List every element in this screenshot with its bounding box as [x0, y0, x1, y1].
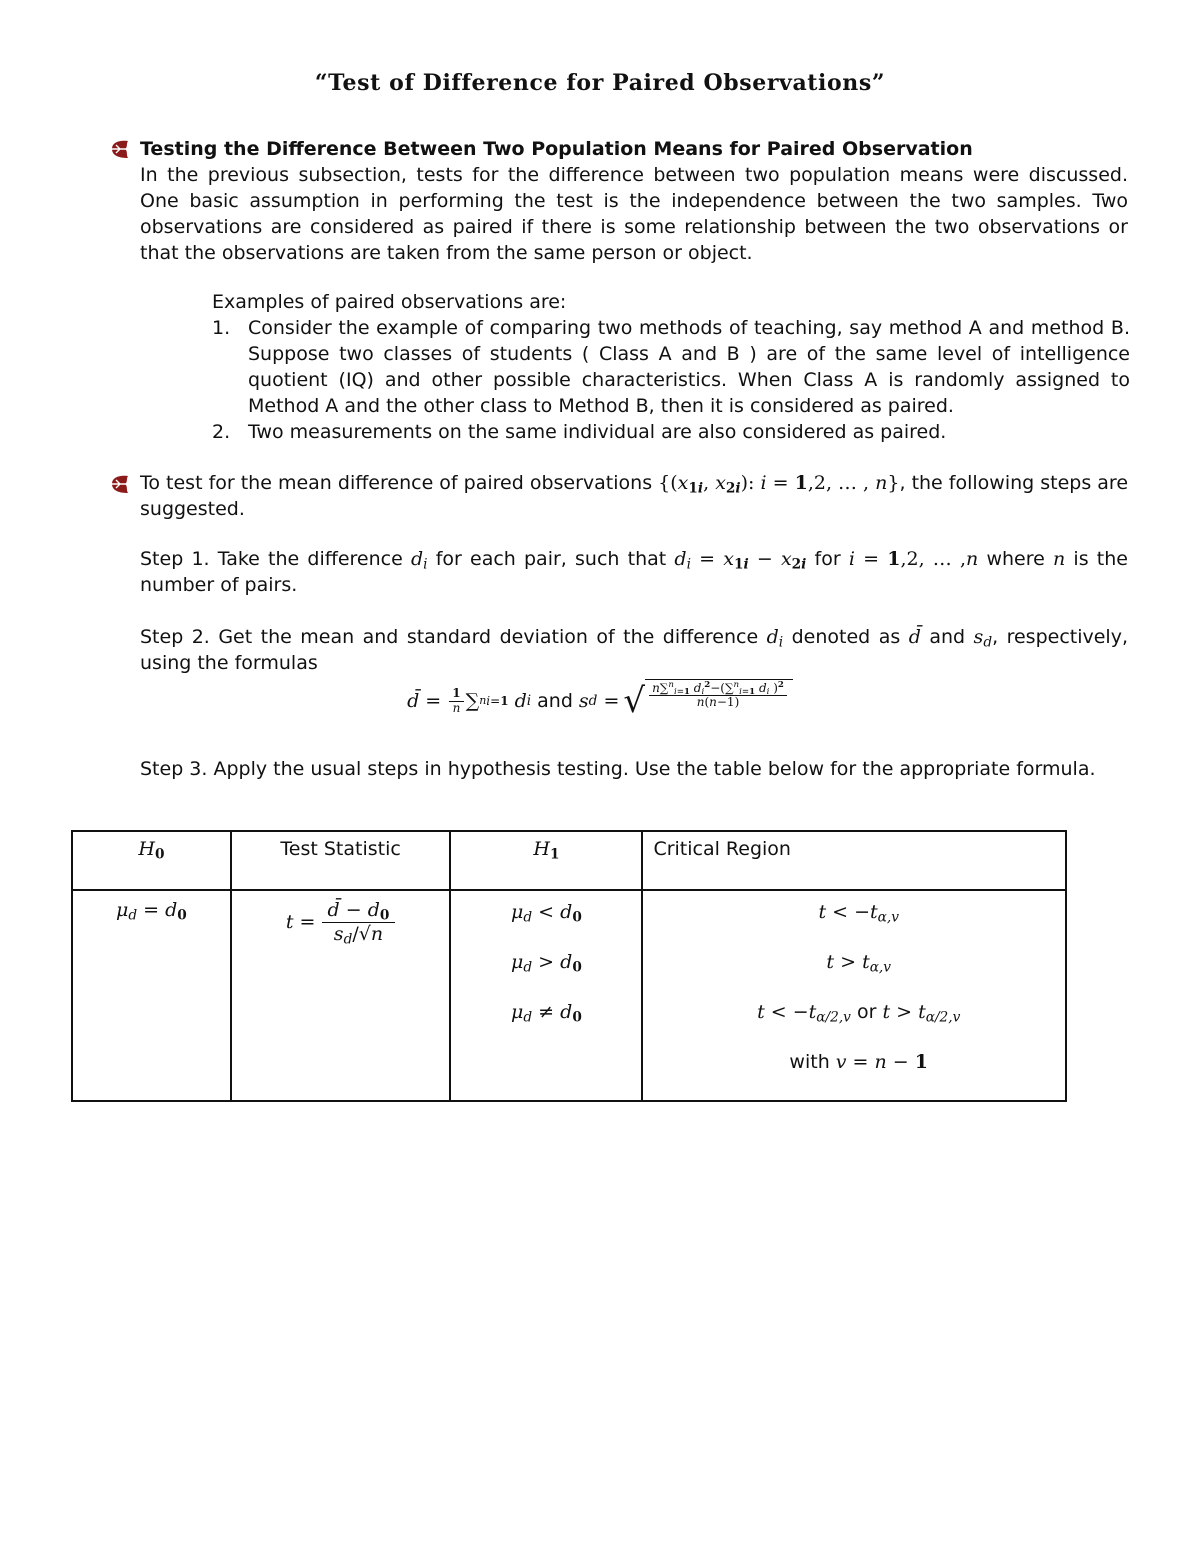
formula-and-label: and	[537, 690, 573, 712]
leaf-bullet-icon	[108, 473, 132, 495]
list-number: 1.	[212, 317, 231, 339]
header-critical-region: Critical Region	[642, 831, 1066, 890]
section-test-steps	[140, 470, 1128, 676]
header-null-hypothesis: $H_0$	[72, 831, 231, 890]
header-test-statistic: Test Statistic	[231, 831, 451, 890]
intro-paragraph: In the previous subsection, tests for the difference between two population means were discussed. One basic assumption in performing the test is the independence between the two samples. Two observations are considered as paired if there is some relationship between the two observations or that the observations are taken from the same person or object.	[140, 164, 1128, 264]
page-title: “Test of Difference for Paired Observations”	[314, 70, 886, 96]
examples-block	[212, 289, 1130, 445]
step-2: Step 2. Get the mean and standard deviation of the difference $d_i$ denoted as d̄ and $s_d$, respectively, using the formulas	[140, 626, 1128, 674]
step-3-block	[140, 756, 1128, 782]
cell-alternative-hypotheses: $\mu_d < d_0$ $\mu_d > d_0$ $\mu_d \ne d_0$	[450, 890, 642, 1101]
cell-null-hypothesis: $\mu_d = d_0$	[72, 890, 231, 1101]
examples-intro: Examples of paired observations are:	[212, 291, 567, 313]
step-3: Step 3. Apply the usual steps in hypothesis testing. Use the table below for the appropriate formula.	[140, 758, 1096, 780]
list-item	[212, 419, 1130, 445]
list-item-text: Two measurements on the same individual are also considered as paired.	[248, 421, 947, 443]
examples-list	[212, 315, 1130, 445]
cell-test-statistic: t = $\frac{d̄ - d_0}{s_d/√n}$	[231, 890, 451, 1101]
cell-critical-regions: $t < -t_{\alpha,v}$ $t > t_{\alpha,v}$ $t < -t_{\alpha/2,v}$ or $t > t_{\alpha/2,v}$ with v = n − 1	[642, 890, 1066, 1101]
leaf-bullet-icon	[108, 138, 132, 160]
step-1: Step 1. Take the difference $d_i$ for each pair, such that $d_i = x_{1i} - x_{2i}$ for i = 1,2, … ,n where n is the number of pairs.	[140, 548, 1128, 596]
section-heading: Testing the Difference Between Two Population Means for Paired Observation	[140, 138, 973, 160]
with-label: with	[789, 1051, 830, 1073]
table-header-row	[72, 831, 1066, 890]
header-alternative-hypothesis: $H_1$	[450, 831, 642, 890]
or-label: or	[856, 1001, 877, 1023]
hypothesis-table	[71, 830, 1067, 1102]
table-row	[72, 890, 1066, 1101]
list-number: 2.	[212, 421, 231, 443]
list-item-text: Consider the example of comparing two methods of teaching, say method A and method B. Suppose two classes of students ( Class A and B ) are of the same level of intelligence quotient (IQ) and other possible characteristics. When Class A is randomly assigned to Method A and the other class to Method B, then it is considered as paired.	[248, 317, 1130, 417]
steps-intro: To test for the mean difference of paired observations {($x_{1i}$, $x_{2i}$): i = 1,2, … , n}, the following steps are suggested.	[140, 472, 1129, 520]
section-paired-observations	[140, 136, 1128, 266]
mean-sd-formula: d̄ = $\frac{1}{n}$ ∑ n i=1 d i and s d = √ $\frac{n\sum^n_{i=1} d_i^2-(\sum^n_{i=1} d_i )^2}{n(n-1)}$	[0, 676, 1200, 726]
list-item	[212, 315, 1130, 419]
